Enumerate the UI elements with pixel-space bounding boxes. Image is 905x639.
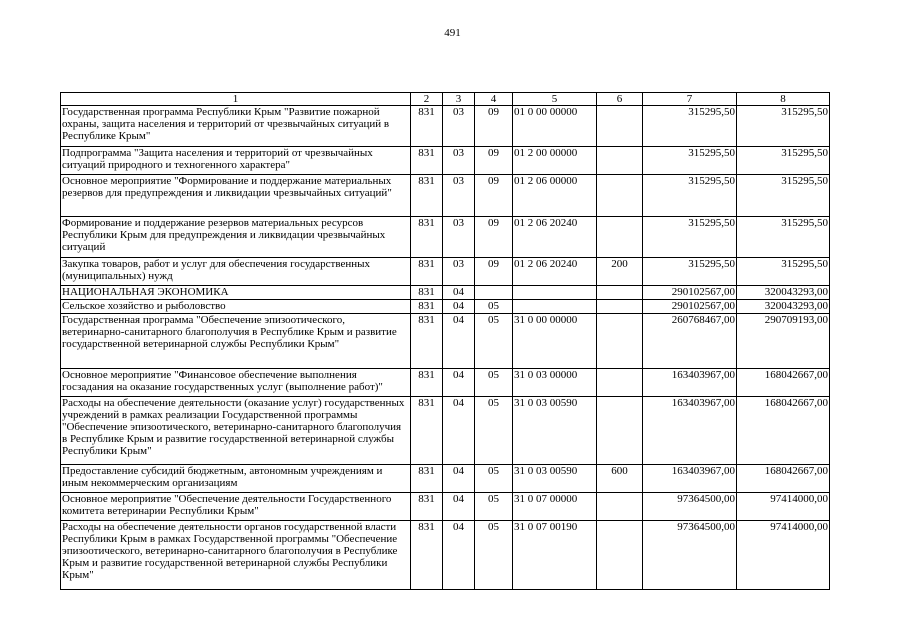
amount-year-2: 97414000,00 — [737, 521, 830, 590]
admin-code: 831 — [411, 106, 443, 147]
table-row — [61, 397, 830, 465]
amount-year-2: 168042667,00 — [737, 397, 830, 465]
target-code: 01 0 00 00000 — [513, 106, 597, 147]
subsection-code: 05 — [475, 300, 513, 314]
amount-year-1: 315295,50 — [643, 106, 737, 147]
target-code: 31 0 03 00590 — [513, 397, 597, 465]
column-header: 6 — [597, 93, 643, 106]
section-code: 04 — [443, 369, 475, 397]
section-code: 03 — [443, 258, 475, 286]
subsection-code: 09 — [475, 106, 513, 147]
target-code — [513, 286, 597, 300]
column-header: 7 — [643, 93, 737, 106]
subsection-code: 09 — [475, 258, 513, 286]
table-row — [61, 258, 830, 286]
subsection-code: 09 — [475, 217, 513, 258]
column-header: 5 — [513, 93, 597, 106]
expense-type-code — [597, 147, 643, 175]
amount-year-1: 97364500,00 — [643, 521, 737, 590]
section-code: 04 — [443, 465, 475, 493]
amount-year-1: 290102567,00 — [643, 286, 737, 300]
page-number: 491 — [444, 27, 461, 39]
item-name: Формирование и поддержание резервов материальных ресурсов Республики Крым для предупреждения и ликвидации чрезвычайных ситуаций — [61, 217, 411, 258]
table-row — [61, 493, 830, 521]
amount-year-1: 315295,50 — [643, 147, 737, 175]
admin-code: 831 — [411, 397, 443, 465]
amount-year-2: 315295,50 — [737, 106, 830, 147]
section-code: 04 — [443, 300, 475, 314]
target-code: 01 2 06 20240 — [513, 258, 597, 286]
target-code: 31 0 07 00190 — [513, 521, 597, 590]
target-code: 01 2 00 00000 — [513, 147, 597, 175]
amount-year-1: 163403967,00 — [643, 465, 737, 493]
item-name: Основное мероприятие "Формирование и поддержание материальных резервов для предупреждения и ликвидации чрезвычайных ситуаций" — [61, 175, 411, 217]
section-code: 04 — [443, 521, 475, 590]
expense-type-code — [597, 397, 643, 465]
column-header: 3 — [443, 93, 475, 106]
table-row — [61, 521, 830, 590]
expense-type-code — [597, 175, 643, 217]
table-row — [61, 465, 830, 493]
admin-code: 831 — [411, 493, 443, 521]
table-row — [61, 300, 830, 314]
amount-year-1: 260768467,00 — [643, 314, 737, 369]
section-code: 03 — [443, 175, 475, 217]
target-code: 31 0 00 00000 — [513, 314, 597, 369]
admin-code: 831 — [411, 258, 443, 286]
expense-type-code — [597, 217, 643, 258]
table-row — [61, 369, 830, 397]
item-name: Государственная программа "Обеспечение эпизоотического, ветеринарно-санитарного благополучия в Республике Крым и развитие государственной ветеринарной службы Республики Крым" — [61, 314, 411, 369]
target-code: 31 0 03 00590 — [513, 465, 597, 493]
table-row — [61, 147, 830, 175]
expense-type-code: 200 — [597, 258, 643, 286]
target-code: 01 2 06 00000 — [513, 175, 597, 217]
admin-code: 831 — [411, 521, 443, 590]
subsection-code: 09 — [475, 147, 513, 175]
amount-year-2: 315295,50 — [737, 217, 830, 258]
subsection-code: 05 — [475, 493, 513, 521]
subsection-code: 05 — [475, 314, 513, 369]
amount-year-2: 97414000,00 — [737, 493, 830, 521]
subsection-code — [475, 286, 513, 300]
amount-year-1: 315295,50 — [643, 217, 737, 258]
subsection-code: 05 — [475, 521, 513, 590]
expense-type-code — [597, 286, 643, 300]
item-name: Государственная программа Республики Крым "Развитие пожарной охраны, защита населения и территорий от чрезвычайных ситуаций в Республике Крым" — [61, 106, 411, 147]
amount-year-1: 290102567,00 — [643, 300, 737, 314]
item-name: Расходы на обеспечение деятельности (оказание услуг) государственных учреждений в рамках реализации Государственной программы "Обеспечение эпизоотического, ветеринарно-санитарного благополучия в Республике Крым и развитие государственной ветеринарной службы Республики Крым" — [61, 397, 411, 465]
table-row — [61, 106, 830, 147]
amount-year-1: 163403967,00 — [643, 369, 737, 397]
amount-year-1: 163403967,00 — [643, 397, 737, 465]
expense-type-code — [597, 521, 643, 590]
column-header: 4 — [475, 93, 513, 106]
subsection-code: 09 — [475, 175, 513, 217]
amount-year-1: 97364500,00 — [643, 493, 737, 521]
admin-code: 831 — [411, 175, 443, 217]
section-code: 04 — [443, 493, 475, 521]
target-code: 01 2 06 20240 — [513, 217, 597, 258]
table-row — [61, 217, 830, 258]
expense-type-code — [597, 314, 643, 369]
amount-year-2: 315295,50 — [737, 175, 830, 217]
target-code: 31 0 03 00000 — [513, 369, 597, 397]
amount-year-1: 315295,50 — [643, 258, 737, 286]
item-name: Основное мероприятие "Финансовое обеспечение выполнения госзадания на оказание государственных услуг (выполнение работ)" — [61, 369, 411, 397]
column-header: 1 — [61, 93, 411, 106]
expense-type-code — [597, 300, 643, 314]
subsection-code: 05 — [475, 369, 513, 397]
admin-code: 831 — [411, 286, 443, 300]
item-name: Подпрограмма "Защита населения и территорий от чрезвычайных ситуаций природного и техногенного характера" — [61, 147, 411, 175]
table-row — [61, 175, 830, 217]
section-code: 03 — [443, 217, 475, 258]
admin-code: 831 — [411, 300, 443, 314]
amount-year-2: 315295,50 — [737, 258, 830, 286]
subsection-code: 05 — [475, 465, 513, 493]
amount-year-2: 320043293,00 — [737, 300, 830, 314]
section-code: 03 — [443, 106, 475, 147]
amount-year-2: 290709193,00 — [737, 314, 830, 369]
column-header: 2 — [411, 93, 443, 106]
target-code: 31 0 07 00000 — [513, 493, 597, 521]
admin-code: 831 — [411, 147, 443, 175]
item-name: Закупка товаров, работ и услуг для обеспечения государственных (муниципальных) нужд — [61, 258, 411, 286]
amount-year-2: 168042667,00 — [737, 369, 830, 397]
item-name: Предоставление субсидий бюджетным, автономным учреждениям и иным некоммерческим организациям — [61, 465, 411, 493]
expense-type-code — [597, 493, 643, 521]
expense-type-code: 600 — [597, 465, 643, 493]
expense-type-code — [597, 106, 643, 147]
section-code: 04 — [443, 397, 475, 465]
admin-code: 831 — [411, 465, 443, 493]
amount-year-1: 315295,50 — [643, 175, 737, 217]
amount-year-2: 320043293,00 — [737, 286, 830, 300]
amount-year-2: 168042667,00 — [737, 465, 830, 493]
table-row — [61, 314, 830, 369]
section-code: 04 — [443, 314, 475, 369]
item-name: Основное мероприятие "Обеспечение деятельности Государственного комитета ветеринарии Республики Крым" — [61, 493, 411, 521]
budget-table — [60, 92, 830, 590]
amount-year-2: 315295,50 — [737, 147, 830, 175]
section-code: 04 — [443, 286, 475, 300]
subsection-code: 05 — [475, 397, 513, 465]
column-header: 8 — [737, 93, 830, 106]
item-name: НАЦИОНАЛЬНАЯ ЭКОНОМИКА — [61, 286, 411, 300]
admin-code: 831 — [411, 369, 443, 397]
admin-code: 831 — [411, 217, 443, 258]
column-number-row — [61, 93, 830, 106]
expense-type-code — [597, 369, 643, 397]
table-row — [61, 286, 830, 300]
item-name: Сельское хозяйство и рыболовство — [61, 300, 411, 314]
target-code — [513, 300, 597, 314]
item-name: Расходы на обеспечение деятельности органов государственной власти Республики Крым в рамках Государственной программы "Обеспечение эпизоотического, ветеринарно-санитарного благополучия в Республике Крым и развитие государственной ветеринарной службы Республики Крым" — [61, 521, 411, 590]
admin-code: 831 — [411, 314, 443, 369]
section-code: 03 — [443, 147, 475, 175]
